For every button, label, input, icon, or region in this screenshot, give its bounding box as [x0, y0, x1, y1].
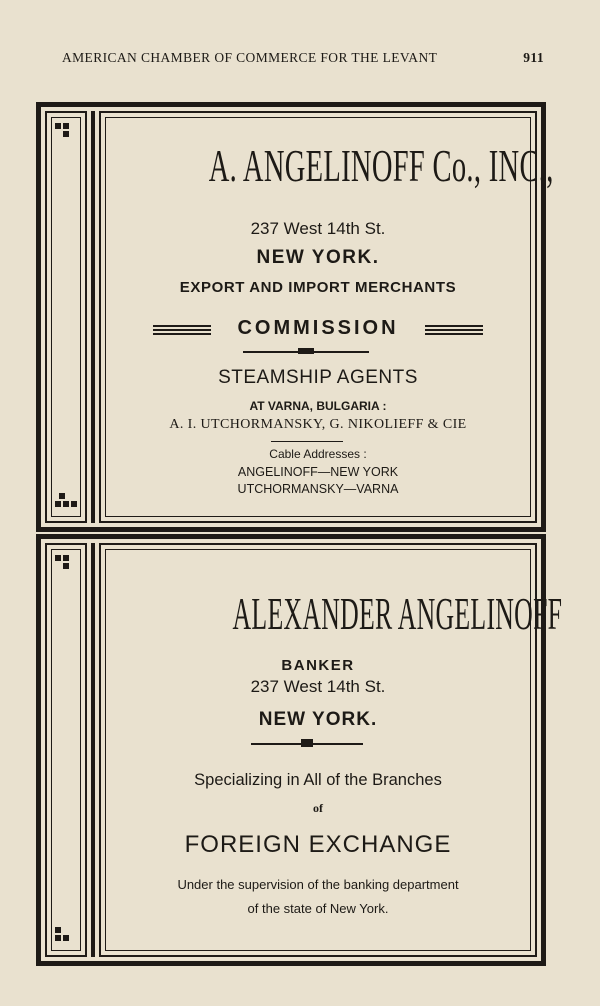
alexander-angelinoff-advertisement: [36, 534, 563, 966]
page-header: [62, 50, 544, 70]
supervision-line: of the state of New York.: [247, 901, 389, 916]
agency-partners: A. I. UTCHORMANSKY, G. NIKOLIEFF & CIE: [169, 417, 467, 432]
corner-ornament-icon: [55, 555, 77, 577]
banker-title: BANKER: [281, 657, 355, 674]
business-line: EXPORT AND IMPORT MERCHANTS: [179, 279, 457, 296]
cable-address: UTCHORMANSKY—VARNA: [237, 482, 399, 496]
agency-location: AT VARNA, BULGARIA :: [249, 399, 387, 413]
corner-ornament-icon: [55, 493, 77, 515]
foreign-exchange-heading: FOREIGN EXCHANGE: [184, 831, 452, 858]
vertical-rule: [91, 543, 95, 957]
divider-mark: [301, 739, 313, 747]
specializing-line: Specializing in All of the Branches: [194, 771, 442, 789]
right-decorative-rule: [425, 325, 483, 337]
advertisement-text: [103, 107, 554, 527]
decorative-side-border: [45, 543, 87, 957]
page-number: 911: [523, 50, 544, 65]
steamship-agents: STEAMSHIP AGENTS: [218, 367, 418, 388]
advertisement-text: [103, 539, 563, 961]
commission-heading: COMMISSION: [237, 317, 399, 339]
corner-ornament-icon: [55, 123, 77, 145]
divider: [271, 441, 343, 442]
vertical-rule: [91, 111, 95, 523]
street-address: 237 West 14th St.: [250, 677, 386, 696]
running-title: AMERICAN CHAMBER OF COMMERCE FOR THE LEVANT: [62, 50, 438, 65]
cable-address: ANGELINOFF—NEW YORK: [237, 465, 399, 479]
city: NEW YORK.: [256, 247, 380, 268]
angelinoff-co-advertisement: [36, 102, 554, 532]
divider-mark: [298, 348, 314, 354]
corner-ornament-icon: [55, 927, 77, 949]
cable-heading: Cable Addresses :: [269, 447, 367, 461]
connector-word: of: [313, 801, 323, 815]
company-name: A. ANGELINOFF Co., INC.,: [208, 140, 554, 191]
supervision-line: Under the supervision of the banking department: [177, 877, 459, 892]
decorative-side-border: [45, 111, 87, 523]
banker-name: ALEXANDER ANGELINOFF: [232, 588, 563, 639]
city: NEW YORK.: [258, 709, 378, 730]
street-address: 237 West 14th St.: [250, 219, 386, 238]
